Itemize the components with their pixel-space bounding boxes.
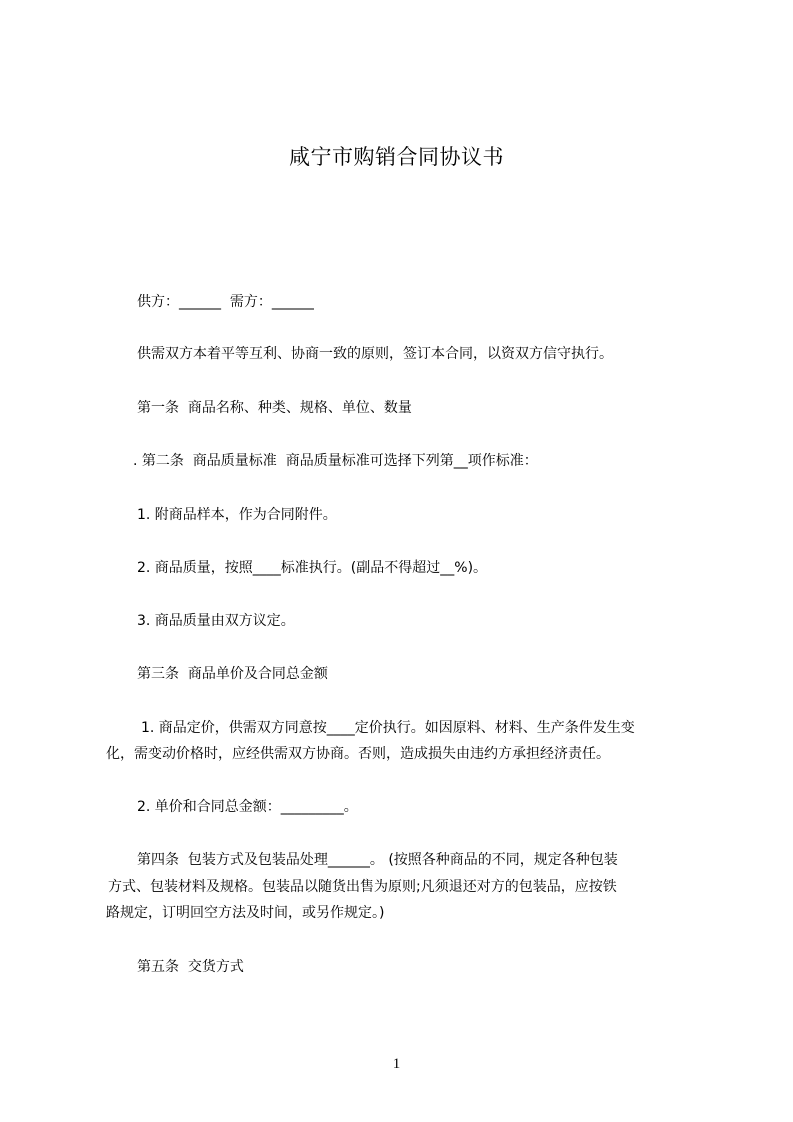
article-2-item-2: 2. 商品质量，按照____标准执行。(副品不得超过__%)。 — [137, 560, 488, 576]
document-title: 咸宁市购销合同协议书 — [289, 145, 504, 169]
article-2-item-1: 1. 附商品样本，作为合同附件。 — [137, 507, 337, 523]
article-1-heading: 第一条 商品名称、种类、规格、单位、数量 — [137, 400, 412, 416]
article-4-line-2: 方式、包装材料及规格。包装品以随货出售为原则;凡须退还对方的包装品，应按铁 — [108, 879, 617, 895]
article-4-line-3: 路规定，订明回空方法及时间，或另作规定。) — [106, 905, 385, 921]
article-3-item-1-line-2: 化，需变动价格时，应经供需双方协商。否则，造成损失由违约方承担经济责任。 — [106, 746, 610, 762]
article-2-item-3: 3. 商品质量由双方议定。 — [137, 613, 295, 629]
intro-paragraph: 供需双方本着平等互利、协商一致的原则，签订本合同，以资双方信守执行。 — [137, 346, 613, 362]
parties-line: 供方：______ 需方：______ — [137, 294, 314, 310]
page-number: 1 — [392, 1056, 401, 1072]
article-3-heading: 第三条 商品单价及合同总金额 — [137, 666, 328, 682]
article-3-item-1-line-1: 1. 商品定价，供需双方同意按____定价执行。如因原料、材料、生产条件发生变 — [141, 720, 635, 736]
article-3-item-2: 2. 单价和合同总金额：_________。 — [137, 799, 358, 815]
article-4-line-1: 第四条 包装方式及包装品处理______。 (按照各种商品的不同，规定各种包装 — [137, 852, 618, 868]
article-5-heading: 第五条 交货方式 — [137, 959, 244, 975]
article-2-heading: . 第二条 商品质量标准 商品质量标准可选择下列第__项作标准： — [133, 453, 538, 469]
